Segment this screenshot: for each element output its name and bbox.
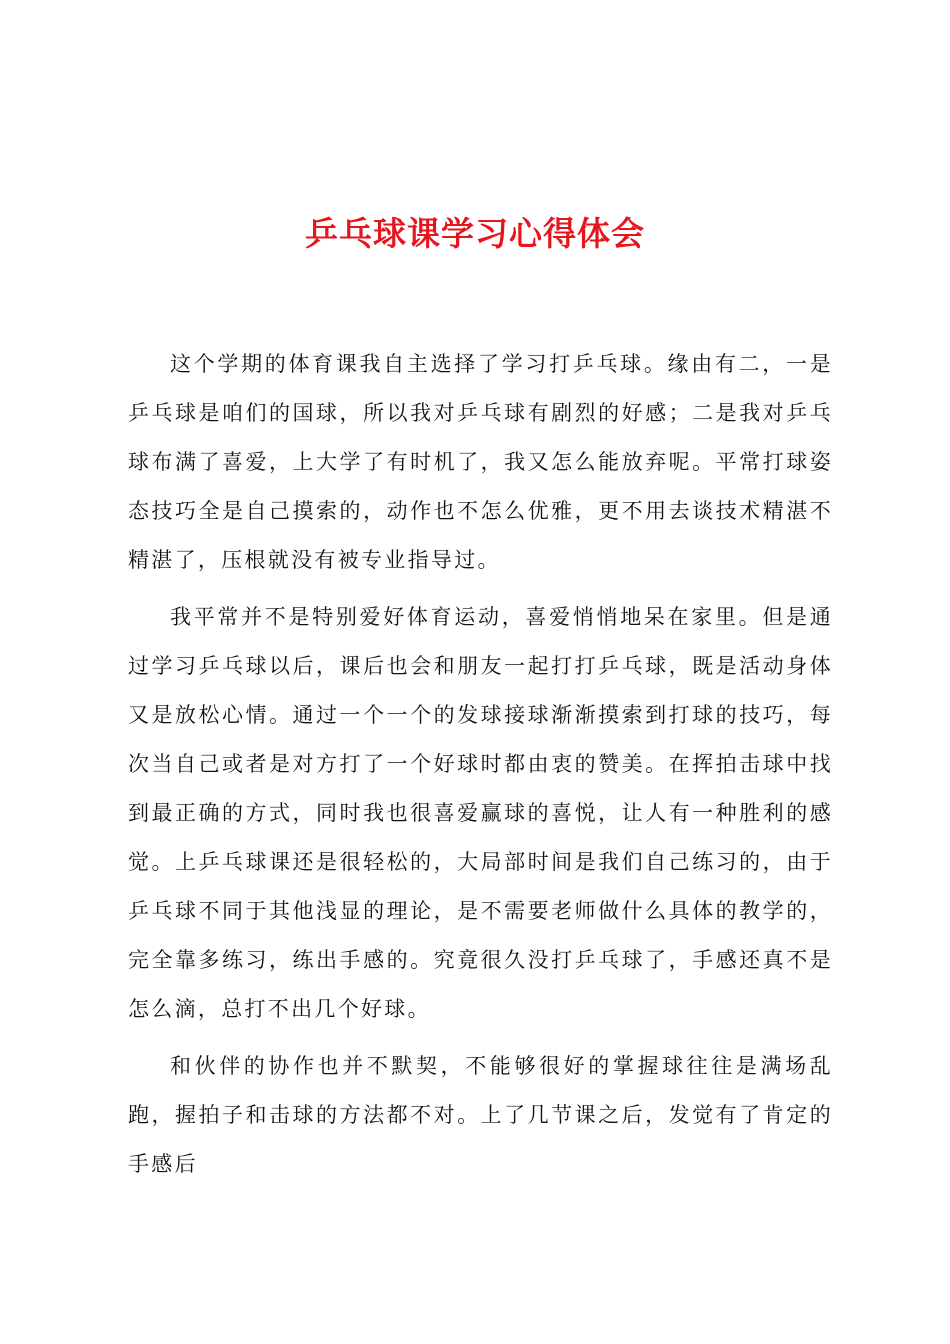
document-body — [128, 340, 833, 1197]
document-title: 乒乓球课学习心得体会 — [305, 214, 645, 253]
paragraph-2: 我平常并不是特别爱好体育运动，喜爱悄悄地呆在家里。但是通过学习乒乓球以后，课后也会和朋友一起打打乒乓球，既是活动身体又是放松心情。通过一个一个的发球接球渐渐摸索到打球的技巧，每次当自己或者是对方打了一个好球时都由衷的赞美。在挥拍击球中找到最正确的方式，同时我也很喜爱赢球的喜悦，让人有一种胜利的感觉。上乒乓球课还是很轻松的，大局部时间是我们自己练习的，由于乒乓球不同于其他浅显的理论，是不需要老师做什么具体的教学的，完全靠多练习，练出手感的。究竟很久没打乒乓球了，手感还真不是怎么滴，总打不出几个好球。 — [128, 605, 833, 1021]
paragraph-3: 和伙伴的协作也并不默契，不能够很好的掌握球往往是满场乱跑，握拍子和击球的方法都不对。上了几节课之后，发觉有了肯定的手感后 — [128, 1054, 833, 1176]
paragraph-1: 这个学期的体育课我自主选择了学习打乒乓球。缘由有二，一是乒乓球是咱们的国球，所以我对乒乓球有剧烈的好感；二是我对乒乓球布满了喜爱，上大学了有时机了，我又怎么能放弃呢。平常打球姿态技巧全是自己摸索的，动作也不怎么优雅，更不用去谈技术精湛不精湛了，压根就没有被专业指导过。 — [128, 352, 833, 572]
